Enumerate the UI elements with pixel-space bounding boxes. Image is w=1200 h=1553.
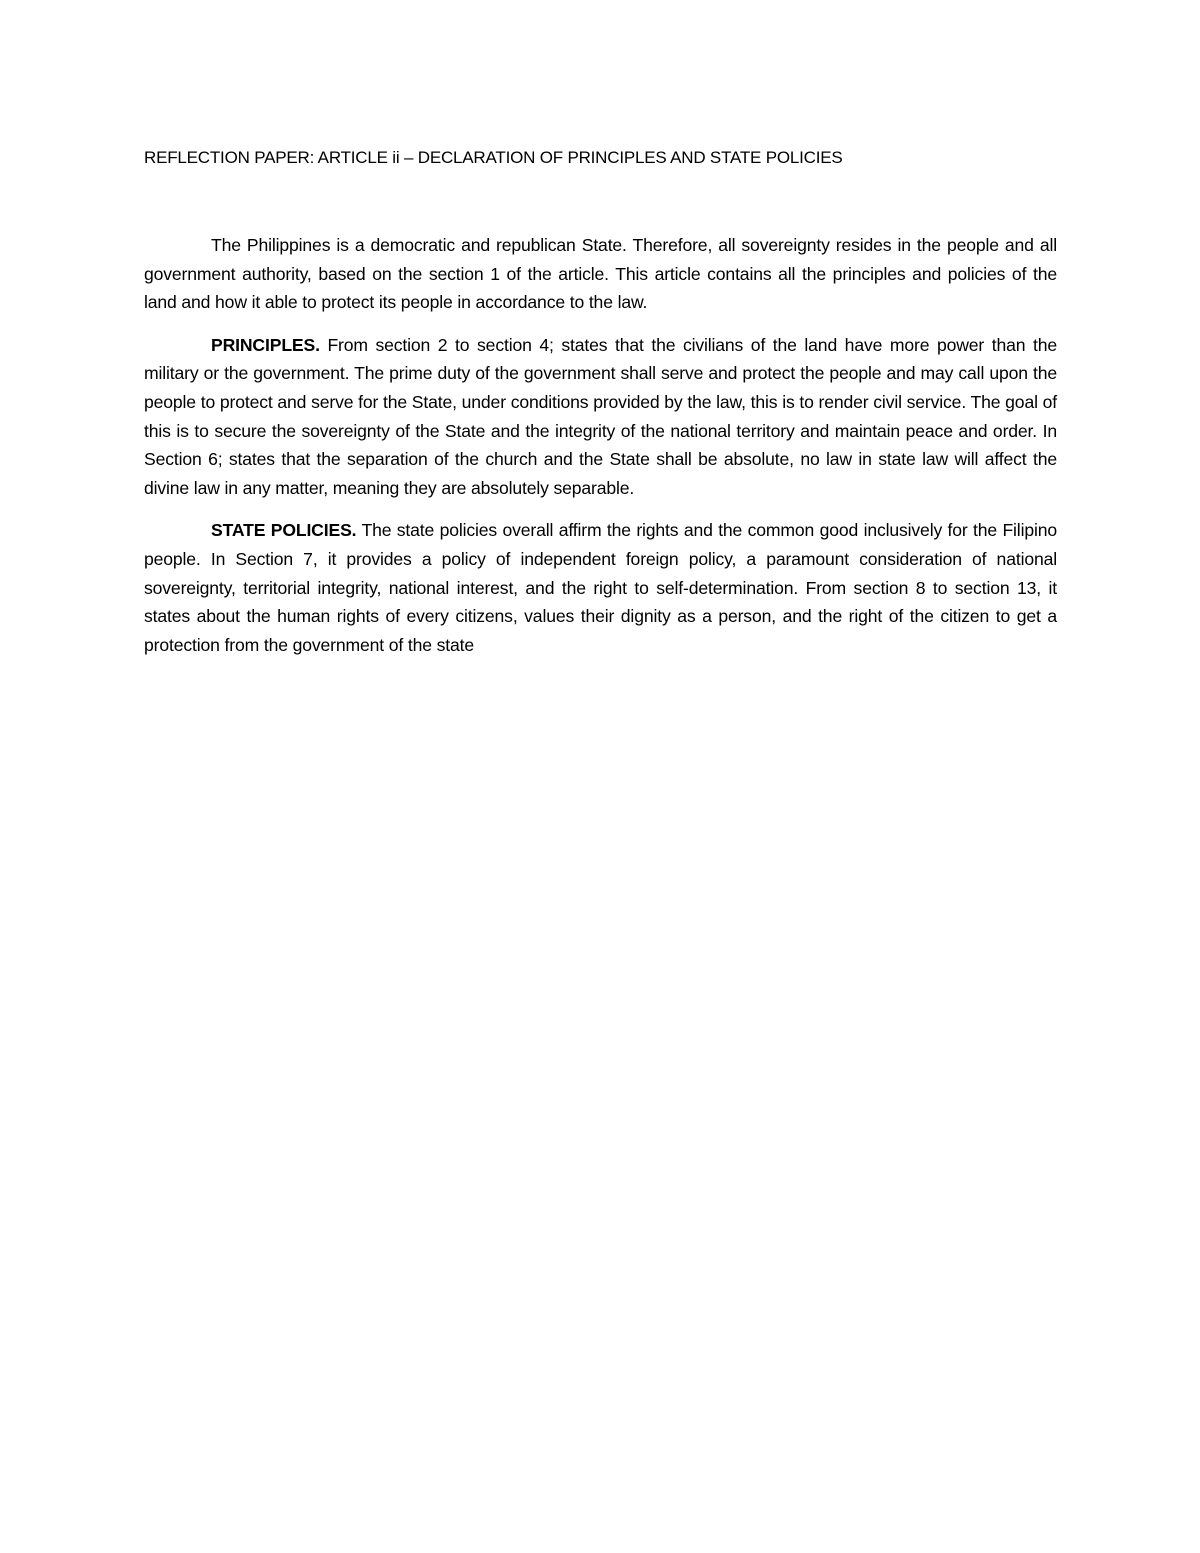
- principles-heading: PRINCIPLES.: [211, 334, 320, 355]
- intro-paragraph: [144, 231, 1057, 317]
- state-policies-heading: STATE POLICIES.: [211, 520, 357, 541]
- paragraph-text: The state policies overall affirm the rights and the common good inclusively for the Filipino people. In Section 7, it provides a policy of independent foreign policy, a paramount consideration of national sovereignty, territorial integrity, national interest, and the right to self-determination. From section 8 to section 13, it states about the human rights of every citizens, values their dignity as a person, and the right of the citizen to get a protection from the government of the state: [144, 520, 1057, 655]
- principles-paragraph: [144, 331, 1057, 503]
- state-policies-paragraph: [144, 516, 1057, 659]
- document-title: REFLECTION PAPER: ARTICLE ii – DECLARATION OF PRINCIPLES AND STATE POLICIES: [144, 148, 843, 167]
- paragraph-text: The Philippines is a democratic and republican State. Therefore, all sovereignty resides in the people and all government authority, based on the section 1 of the article. This article contains all the principles and policies of the land and how it able to protect its people in accordance to the law.: [144, 235, 1057, 313]
- document-body: [144, 231, 1057, 659]
- paragraph-text: From section 2 to section 4; states that the civilians of the land have more power than the military or the government. The prime duty of the government shall serve and protect the people and may call upon the people to protect and serve for the State, under conditions provided by the law, this is to render civil service. The goal of this is to secure the sovereignty of the State and the integrity of the national territory and maintain peace and order. In Section 6; states that the separation of the church and the State shall be absolute, no law in state law will affect the divine law in any matter, meaning they are absolutely separable.: [144, 334, 1057, 498]
